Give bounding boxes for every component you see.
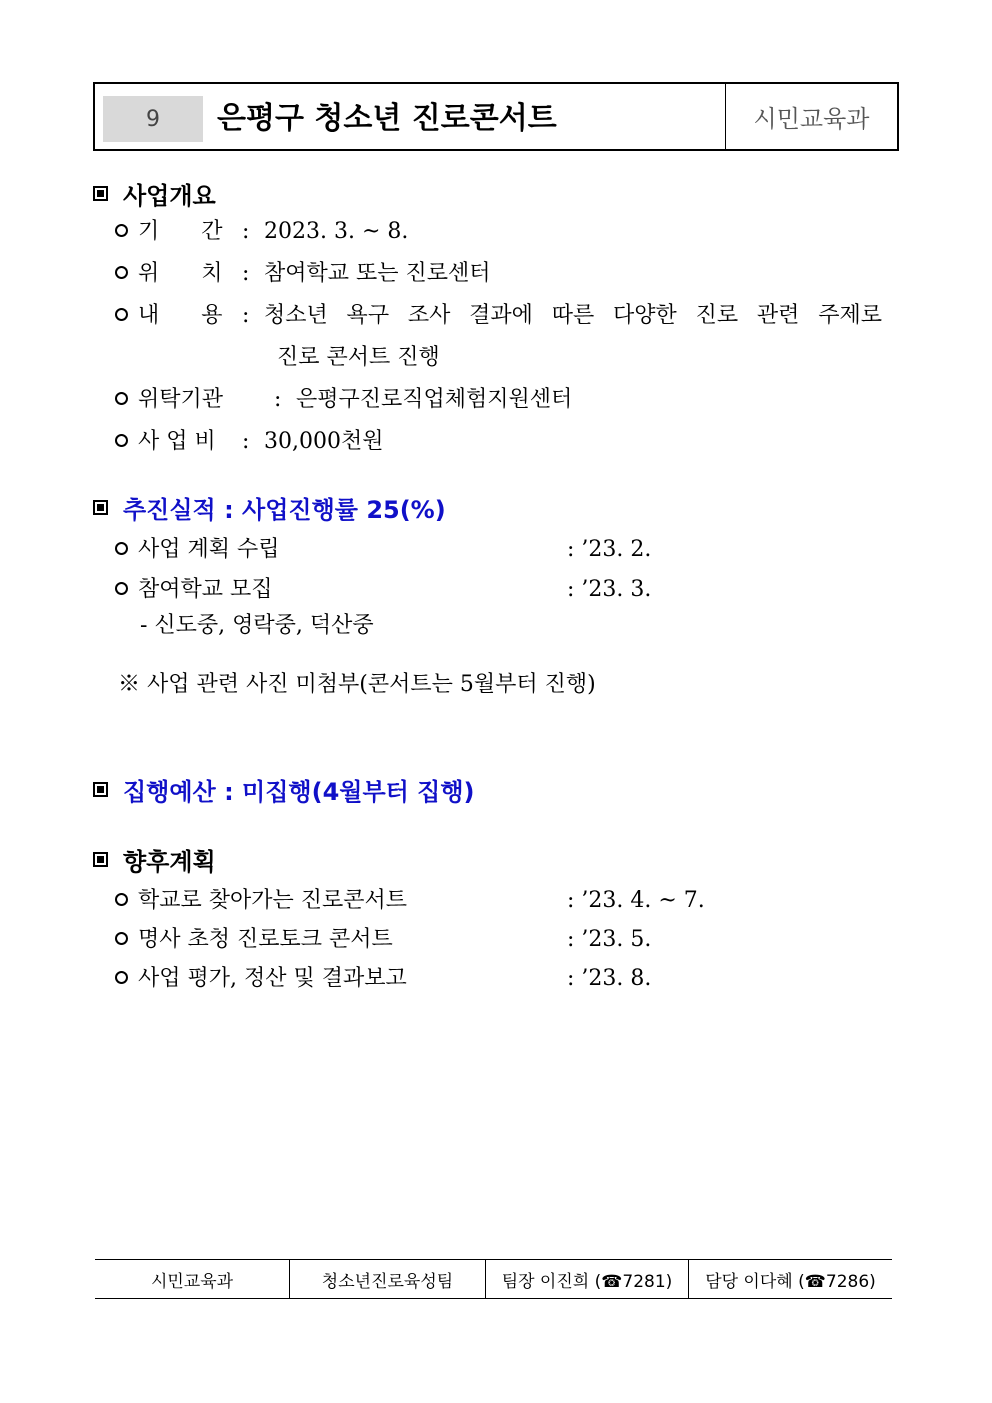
square-bullet-icon bbox=[93, 186, 108, 201]
overview-item-location: 위 치 : 참여학교 또는 진로센터 bbox=[115, 257, 491, 291]
circle-bullet-icon bbox=[115, 542, 128, 555]
overview-item-agency: 위탁기관 : 은평구진로직업체험지원센터 bbox=[115, 383, 572, 417]
square-bullet-icon bbox=[93, 782, 108, 797]
square-bullet-icon bbox=[93, 852, 108, 867]
overview-item-budget: 사 업 비 : 30,000천원 bbox=[115, 425, 383, 459]
overview-item-content-cont: 진로 콘서트 진행 bbox=[277, 345, 440, 370]
item-label: 위 치 bbox=[138, 261, 223, 286]
progress-item bbox=[115, 533, 652, 567]
section-overview-heading bbox=[93, 176, 216, 210]
square-bullet-icon bbox=[93, 500, 108, 515]
section-progress-heading bbox=[93, 490, 446, 524]
progress-item-date: : ’23. 2. bbox=[567, 537, 652, 562]
circle-bullet-icon bbox=[115, 434, 128, 447]
plan-item bbox=[115, 923, 652, 957]
circle-bullet-icon bbox=[115, 392, 128, 405]
circle-bullet-icon bbox=[115, 308, 128, 321]
plan-item-text: 사업 평가, 정산 및 결과보고 bbox=[138, 966, 407, 991]
overview-item-period: 기 간 : 2023. 3. ~ 8. bbox=[115, 215, 408, 249]
plan-item-date: : ’23. 5. bbox=[567, 927, 652, 952]
overview-item-content: 내 용 : 청소년 욕구 조사 결과에 따른 다양한 진로 관련 주제로 bbox=[115, 299, 882, 333]
circle-bullet-icon bbox=[115, 893, 128, 906]
item-label: 내 용 bbox=[138, 303, 223, 328]
plan-item bbox=[115, 884, 705, 918]
title-department: 시민교육과 bbox=[725, 84, 897, 149]
item-label: 위탁기관 bbox=[138, 387, 224, 412]
circle-bullet-icon bbox=[115, 266, 128, 279]
item-value: 청소년 욕구 조사 결과에 따른 다양한 진로 관련 주제로 bbox=[264, 303, 882, 328]
item-value: 30,000천원 bbox=[264, 429, 384, 454]
progress-sub-item: - 신도중, 영락중, 덕산중 bbox=[140, 613, 374, 638]
item-value: 2023. 3. ~ 8. bbox=[264, 219, 409, 244]
footer-team: 청소년진로육성팀 bbox=[290, 1260, 486, 1298]
plan-item-date: : ’23. 8. bbox=[567, 966, 652, 991]
circle-bullet-icon bbox=[115, 582, 128, 595]
plan-item-text: 학교로 찾아가는 진로콘서트 bbox=[138, 888, 408, 913]
progress-heading-text: 추진실적 : 사업진행률 25(%) bbox=[123, 495, 446, 524]
circle-bullet-icon bbox=[115, 224, 128, 237]
title-box bbox=[93, 82, 899, 151]
item-value: 은평구진로직업체험지원센터 bbox=[296, 387, 573, 412]
section-number: 9 bbox=[103, 96, 203, 142]
circle-bullet-icon bbox=[115, 932, 128, 945]
budget-heading-text: 집행예산 : 미집행(4월부터 집행) bbox=[123, 777, 475, 806]
plan-item-text: 명사 초청 진로토크 콘서트 bbox=[138, 927, 393, 952]
plan-heading-text: 향후계획 bbox=[123, 847, 216, 876]
item-value: 참여학교 또는 진로센터 bbox=[264, 261, 491, 286]
section-plan-heading bbox=[93, 842, 216, 876]
footer-staff: 담당 이다혜 (☎7286) bbox=[705, 1271, 876, 1292]
circle-bullet-icon bbox=[115, 971, 128, 984]
progress-item-date: : ’23. 3. bbox=[567, 577, 652, 602]
footer-department: 시민교육과 bbox=[95, 1260, 290, 1298]
progress-item bbox=[115, 573, 652, 607]
footer-leader: 팀장 이진희 (☎7281) bbox=[486, 1260, 689, 1298]
item-label: 사 업 비 bbox=[138, 429, 216, 454]
overview-heading-text: 사업개요 bbox=[123, 181, 216, 210]
page-title: 은평구 청소년 진로콘서트 bbox=[217, 101, 557, 136]
progress-item-text: 사업 계획 수립 bbox=[138, 537, 280, 562]
plan-item bbox=[115, 962, 652, 996]
footer-contact-table bbox=[95, 1259, 892, 1299]
plan-item-date: : ’23. 4. ~ 7. bbox=[567, 888, 705, 913]
section-budget-heading bbox=[93, 772, 475, 806]
progress-note: ※ 사업 관련 사진 미첨부(콘서트는 5월부터 진행) bbox=[118, 672, 596, 697]
item-label: 기 간 bbox=[138, 219, 223, 244]
progress-item-text: 참여학교 모집 bbox=[138, 577, 273, 602]
